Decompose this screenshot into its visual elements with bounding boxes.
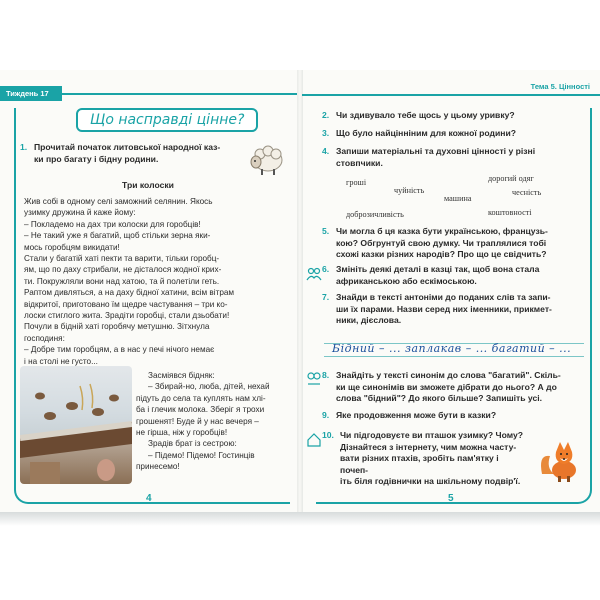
task-7 [322, 292, 588, 327]
value-word: коштовності [488, 208, 532, 217]
story-line: підуть до села та куплять нам хлі- [136, 393, 266, 403]
week-label: Тиждень 17 [0, 86, 62, 101]
story-line: – Збирай-но, люба, дітей, нехай [148, 382, 270, 392]
task-4 [322, 146, 586, 169]
task-8 [322, 370, 588, 405]
task-3 [322, 128, 586, 140]
story-line: відкритої, приготовано їм щедре частування – три ко- [24, 299, 228, 309]
value-word: дорогий одяг [488, 174, 534, 183]
task-line: ники, дієслова. [336, 315, 402, 325]
story-text [24, 196, 272, 367]
value-word: чуйність [394, 186, 425, 195]
task-number: 3. [322, 128, 330, 138]
left-page [0, 70, 298, 518]
page-number: 5 [448, 493, 454, 504]
story-title: Три колоски [122, 180, 174, 190]
task-line: Змініть деякі деталі в казці так, щоб вона стала [336, 264, 540, 274]
story-line: ба і глечик молока. Зберіг я трохи [136, 405, 265, 415]
story-line: узимку дружина й каже йому: [24, 208, 136, 218]
task-line: слова "бідний"? До якого більше? Запишіть усі. [336, 393, 543, 403]
task-line: Чи здивувало тебе щось у цьому уривку? [336, 110, 515, 120]
fox-icon [536, 434, 586, 484]
task-number: 5. [322, 226, 330, 236]
story-text-side [136, 370, 276, 473]
handwriting-text: Бідний – ... заплакав – ... багатий – ... [332, 342, 572, 355]
story-illustration [20, 366, 132, 484]
task-line: Знайди в тексті антоніми до поданих слів та запи- [336, 292, 551, 302]
story-line: – Добре тим горобцям, а в нас у печі нічого немає [24, 345, 215, 355]
home-task-icon [306, 432, 322, 448]
roof-sparrows-illustration [20, 366, 132, 484]
page-shadow [0, 512, 600, 526]
task-number: 2. [322, 110, 330, 120]
page-number: 4 [146, 493, 152, 504]
task-line: Що було найцінніним для кожної родини? [336, 128, 516, 138]
task-number: 1. [20, 142, 28, 152]
task-number: 6. [322, 264, 330, 274]
value-word: чесність [512, 188, 542, 197]
story-line: мось горобцям викидати! [24, 242, 120, 252]
group-work-icon [306, 266, 322, 282]
handwriting-line [324, 340, 584, 360]
right-page [302, 70, 600, 518]
page-title: Що насправді цінне? [76, 108, 258, 132]
story-line: – Підемо! Підемо! Гостинців [148, 450, 255, 460]
task-line: ши їх парами. Назви серед них іменники, прикмет- [336, 303, 552, 314]
task-line: ки про багату і бідну родини. [34, 153, 159, 164]
story-line: принесемо! [136, 462, 180, 472]
task-5 [322, 226, 588, 261]
task-line: Яке продовження може бути в казки? [336, 410, 497, 420]
pair-work-icon [306, 370, 322, 386]
header-rule [62, 93, 298, 95]
task-6 [322, 264, 588, 287]
task-number: 4. [322, 146, 330, 156]
story-line: не гірша, ніж у горобців! [136, 428, 228, 438]
book-spread [0, 70, 600, 518]
lamb-icon [248, 138, 288, 176]
story-line: лоски стиглого жита. Зрадіти горобці, стали дзьобати! [24, 311, 230, 321]
task-line: Запиши матеріальні та духовні цінності у різні [336, 146, 536, 156]
task-number: 9. [322, 410, 330, 420]
task-line: іть біля годівнички на шкільному подвір'ї. [340, 476, 521, 486]
task-line: кою? Обгрунтуй свою думку. Чи траплялися тобі [336, 237, 547, 248]
task-line: Дізнайтеся з інтернету, чим можна часту- [340, 441, 517, 452]
story-line: Зрадів брат із сестрою: [148, 439, 237, 449]
story-line: господиня: [24, 333, 65, 343]
task-2 [322, 110, 586, 122]
task-line: Знайдіть у тексті синонім до слова "багатий". Скіль- [336, 370, 561, 380]
task-line: Чи могла б ця казка бути українською, французь- [336, 226, 548, 236]
story-line: і на столі не густо... [24, 356, 98, 366]
story-line: Стали у багатій хаті пекти та варити, тільки горобц- [24, 254, 220, 264]
task-number: 7. [322, 292, 330, 302]
task-10 [322, 430, 526, 488]
value-word: гроші [346, 178, 367, 187]
header-rule [302, 94, 600, 96]
task-line: стовпчики. [336, 157, 383, 168]
story-line: Раптом дивляться, а на даху бідної хатини, всім вітрам [24, 288, 235, 298]
story-line: грошенят! Буде й у нас вечеря – [136, 416, 259, 426]
task-line: африканською або ескімоською. [336, 275, 477, 286]
task-line: схожі казки різних народів? Про що це свідчить? [336, 249, 547, 259]
task-line: Прочитай початок литовської народної каз- [34, 142, 221, 152]
story-line: ям, що по даху стрибали, не дісталося жодної крих- [24, 265, 222, 275]
task-number: 8. [322, 370, 330, 380]
task-line: ки ще синонімів ви зможете дібрати до нього? А до [336, 381, 557, 392]
theme-label: Тема 5. Цінності [530, 82, 590, 91]
task-1 [20, 142, 244, 165]
task-9 [322, 410, 588, 422]
story-line: ти. Покружляли вони над хатою, та й полетіли геть. [24, 276, 220, 286]
story-line: – Не такий уже я багатий, щоб стільки зерна яки- [24, 231, 211, 241]
story-line: – Покладемо на дах три колоски для горобців! [24, 219, 201, 229]
story-line: Засміявся бідняк: [148, 371, 215, 380]
task-line: вати різних птахів, зробіть пам'ятку і почеп- [340, 453, 499, 475]
story-line: Жив собі в одному селі заможний селянин. Якось [24, 197, 213, 206]
value-word: доброзичливість [346, 210, 404, 219]
value-word: машина [444, 194, 472, 203]
story-line: Почули в бідній хаті горобячу метушню. Зітхнула [24, 322, 210, 332]
task-number: 10. [322, 430, 334, 440]
writing-rule [324, 356, 584, 357]
task-line: Чи підгодовуєте ви пташок узимку? Чому? [340, 430, 523, 440]
